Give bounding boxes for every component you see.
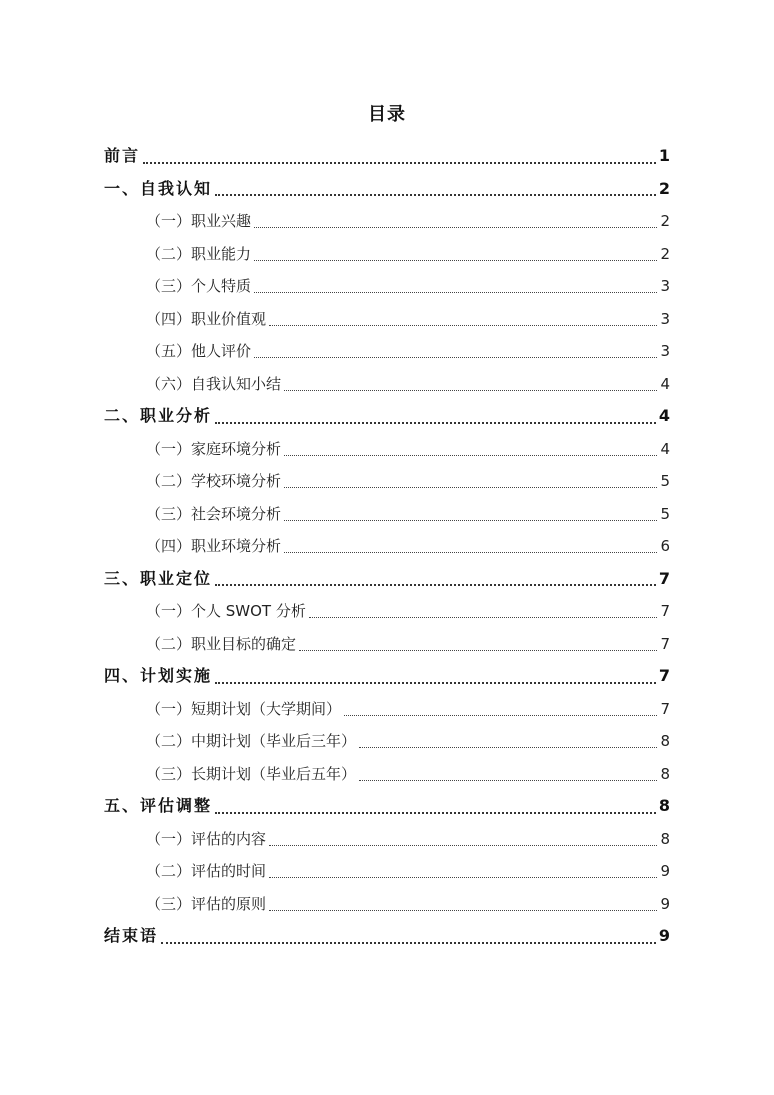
toc-page-number: 4	[658, 406, 670, 425]
toc-entry-label: （四）职业价值观	[146, 309, 267, 328]
toc-entry-label: 三、职业定位	[104, 568, 213, 588]
toc-entry-label: 前言	[104, 146, 141, 165]
toc-dot-leader	[254, 226, 657, 228]
toc-dot-leader	[359, 746, 657, 748]
toc-entry-label: 一、自我认知	[104, 178, 213, 198]
toc-entry-label: （二）职业能力	[146, 244, 252, 263]
toc-section-entry[interactable]	[104, 335, 670, 368]
toc-entry-label: （三）社会环境分析	[146, 504, 282, 523]
toc-dot-leader	[309, 616, 658, 618]
toc-dot-leader	[215, 193, 656, 196]
toc-entry-label: （二）学校环境分析	[146, 472, 282, 490]
toc-dot-leader	[215, 681, 656, 684]
toc-entry-label: （三）长期计划（毕业后五年）	[146, 764, 357, 783]
toc-dot-leader	[284, 519, 657, 521]
toc-entry-label: （一）评估的内容	[146, 829, 267, 848]
toc-section-entry[interactable]	[104, 595, 670, 628]
toc-dot-leader	[284, 551, 657, 553]
toc-dot-leader	[299, 649, 657, 651]
toc-page-number: 7	[660, 699, 670, 718]
toc-section-entry[interactable]	[104, 498, 670, 531]
toc-section-entry[interactable]	[104, 368, 670, 401]
toc-dot-leader	[215, 421, 656, 424]
toc-page-number: 6	[660, 537, 670, 555]
toc-section-entry[interactable]	[104, 628, 670, 661]
toc-page-number: 9	[660, 894, 670, 913]
toc-dot-leader	[269, 909, 657, 911]
toc-page-number: 9	[660, 862, 670, 880]
toc-section-entry[interactable]	[104, 270, 670, 303]
toc-title: 目录	[368, 104, 406, 125]
toc-dot-leader	[254, 356, 657, 358]
toc-dot-leader	[269, 324, 657, 326]
toc-entry-label: （四）职业环境分析	[146, 537, 282, 555]
toc-page-number: 1	[658, 146, 670, 165]
toc-entry-label: 四、计划实施	[104, 666, 213, 685]
toc-dot-leader	[254, 291, 657, 293]
toc-entry-label: （一）短期计划（大学期间）	[146, 699, 342, 718]
toc-entry-label: （三）评估的原则	[146, 894, 267, 913]
toc-section-entry[interactable]	[104, 855, 670, 888]
toc-dot-leader	[344, 714, 657, 716]
toc-page-number: 2	[660, 212, 670, 230]
toc-page-number: 8	[660, 764, 670, 783]
toc-page-number: 9	[658, 926, 670, 945]
toc-chapter-entry[interactable]	[104, 563, 670, 596]
toc-section-entry[interactable]	[104, 530, 670, 563]
toc-dot-leader	[284, 486, 657, 488]
toc-page-number: 5	[660, 472, 670, 490]
toc-dot-leader	[269, 844, 657, 846]
toc-section-entry[interactable]	[104, 238, 670, 271]
toc-dot-leader	[269, 876, 657, 878]
toc-section-entry[interactable]	[104, 433, 670, 466]
toc-page-number: 7	[660, 602, 670, 620]
toc-entry-label: （一）个人 SWOT 分析	[146, 602, 306, 620]
toc-page-number: 2	[658, 178, 670, 198]
toc-dot-leader	[359, 779, 657, 781]
toc-entry-label: 二、职业分析	[104, 406, 213, 425]
toc-page-number: 2	[660, 244, 670, 263]
toc-chapter-entry[interactable]	[104, 140, 670, 173]
toc-section-entry[interactable]	[104, 693, 670, 726]
toc-dot-leader	[143, 161, 656, 164]
toc-dot-leader	[254, 259, 657, 261]
toc-entry-label: （二）中期计划（毕业后三年）	[146, 732, 357, 750]
toc-page-number: 3	[660, 277, 670, 295]
toc-chapter-entry[interactable]	[104, 400, 670, 433]
toc-entry-label: （二）评估的时间	[146, 862, 267, 880]
toc-dot-leader	[215, 583, 656, 586]
toc-entry-label: （二）职业目标的确定	[146, 634, 297, 653]
toc-section-entry[interactable]	[104, 758, 670, 791]
toc-section-entry[interactable]	[104, 303, 670, 336]
toc-page-number: 8	[658, 796, 670, 815]
toc-page-number: 4	[660, 439, 670, 458]
toc-dot-leader	[215, 811, 656, 814]
toc-page-number: 3	[660, 309, 670, 328]
toc-entry-label: （五）他人评价	[146, 342, 252, 360]
toc-chapter-entry[interactable]	[104, 173, 670, 206]
toc-page-number: 3	[660, 342, 670, 360]
toc-page-number: 8	[660, 732, 670, 750]
toc-entry-label: （三）个人特质	[146, 277, 252, 295]
toc-page-number: 8	[660, 829, 670, 848]
toc-entry-label: 结束语	[104, 926, 159, 945]
toc-dot-leader	[284, 454, 657, 456]
toc-entry-label: 五、评估调整	[104, 796, 213, 815]
toc-page-number: 7	[658, 568, 670, 588]
toc-entry-label: （一）职业兴趣	[146, 212, 252, 230]
toc-entry-label: （一）家庭环境分析	[146, 439, 282, 458]
toc-page-number: 4	[660, 374, 670, 393]
toc-section-entry[interactable]	[104, 823, 670, 856]
toc-entry-label: （六）自我认知小结	[146, 374, 282, 393]
toc-page-number: 7	[660, 634, 670, 653]
toc-section-entry[interactable]	[104, 465, 670, 498]
toc-page-number: 5	[660, 504, 670, 523]
toc-dot-leader	[161, 941, 656, 944]
toc-chapter-entry[interactable]	[104, 660, 670, 693]
toc-chapter-entry[interactable]	[104, 920, 670, 953]
toc-chapter-entry[interactable]	[104, 790, 670, 823]
toc-section-entry[interactable]	[104, 888, 670, 921]
toc-dot-leader	[284, 389, 657, 391]
table-of-contents	[104, 140, 670, 953]
toc-section-entry[interactable]	[104, 205, 670, 238]
toc-section-entry[interactable]	[104, 725, 670, 758]
toc-page-number: 7	[658, 666, 670, 685]
